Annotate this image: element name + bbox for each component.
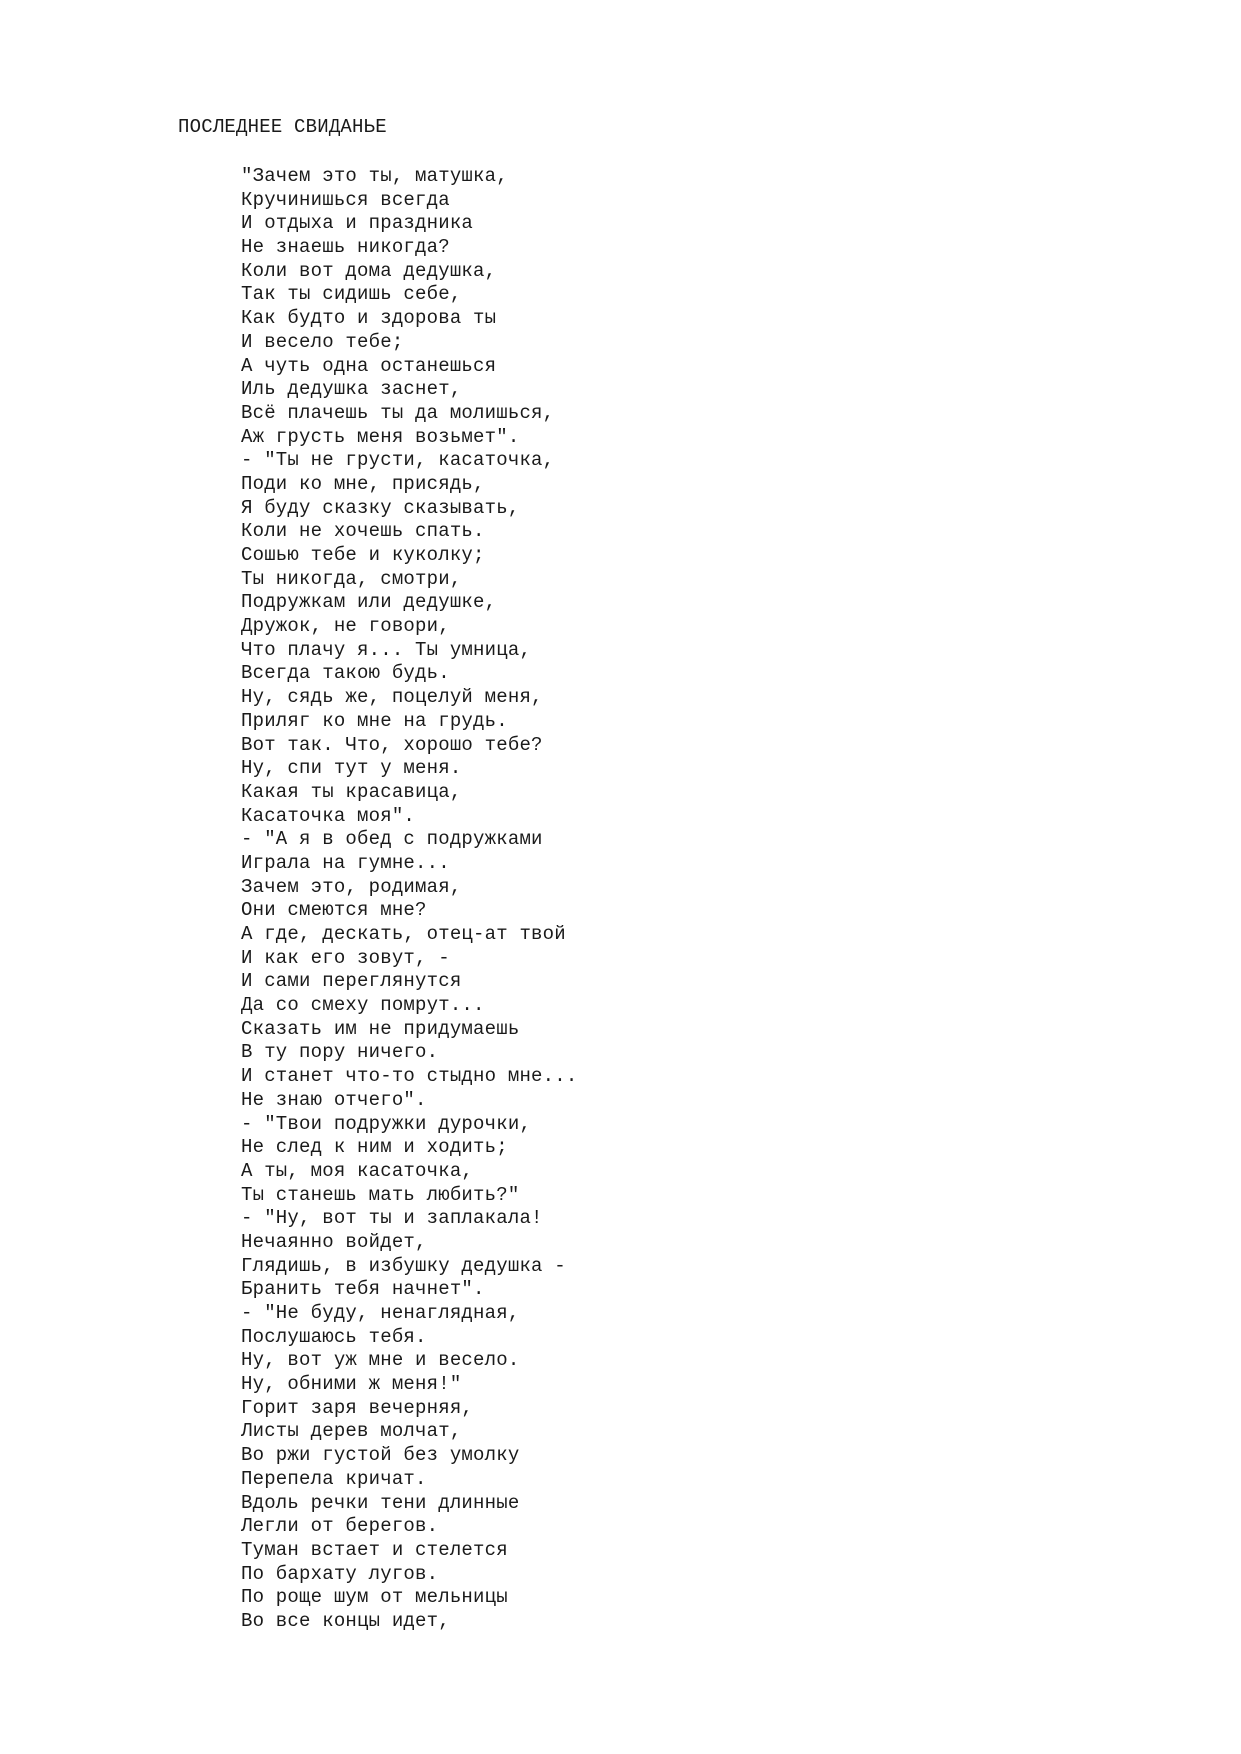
poem-line: Зачем это, родимая, xyxy=(241,875,462,898)
poem-line: Коли вот дома дедушка, xyxy=(241,259,497,282)
poem-line: Глядишь, в избушку дедушка - xyxy=(241,1254,566,1277)
poem-line: Какая ты красавица, xyxy=(241,780,462,803)
poem-line: Подружкам или дедушке, xyxy=(241,591,497,614)
poem-line: Не след к ним и ходить; xyxy=(241,1136,508,1159)
poem-line: Ты никогда, смотри, xyxy=(241,567,462,590)
poem-line: По роще шум от мельницы xyxy=(241,1586,508,1609)
poem-line: Касаточка моя". xyxy=(241,804,416,827)
poem-line: Я буду сказку сказывать, xyxy=(241,496,520,519)
poem-line: Поди ко мне, присядь, xyxy=(241,472,485,495)
poem-line: Всё плачешь ты да молишься, xyxy=(241,401,555,424)
poem-line: Вот так. Что, хорошо тебе? xyxy=(241,733,543,756)
poem-line: Играла на гумне... xyxy=(241,851,450,874)
poem-line: Так ты сидишь себе, xyxy=(241,283,462,306)
poem-line: Да со смеху помрут... xyxy=(241,994,485,1017)
poem-line: Иль дедушка заснет, xyxy=(241,378,462,401)
poem-line: И станет что-то стыдно мне... xyxy=(241,1065,578,1088)
poem-line: Не знаешь никогда? xyxy=(241,236,450,259)
poem-line: - "Ты не грусти, касаточка, xyxy=(241,449,555,472)
poem-line: Во ржи густой без умолку xyxy=(241,1444,520,1467)
poem-line: Кручинишься всегда xyxy=(241,188,450,211)
poem-line: Ну, обними ж меня!" xyxy=(241,1373,462,1396)
poem-line: В ту пору ничего. xyxy=(241,1041,439,1064)
poem-line: - "Не буду, ненаглядная, xyxy=(241,1302,520,1324)
poem-line: И отдыха и праздника xyxy=(241,212,474,235)
poem-line: - "А я в обед с подружками xyxy=(241,828,543,851)
poem-line: Что плачу я... Ты умница, xyxy=(241,638,532,661)
poem-line: Коли не хочешь спать. xyxy=(241,520,485,543)
poem-line: Сказать им не придумаешь xyxy=(241,1017,520,1040)
poem-line: Туман встает и стелется xyxy=(241,1538,508,1561)
poem-line: Приляг ко мне на грудь. xyxy=(241,709,508,732)
poem-line: Они смеются мне? xyxy=(241,899,427,922)
poem-line: Перепела кричат. xyxy=(241,1467,427,1490)
poem-line: Во все концы идет, xyxy=(241,1609,450,1632)
poem-line: А чуть одна останешься xyxy=(241,354,497,377)
poem-line: Ну, вот уж мне и весело. xyxy=(241,1349,520,1372)
poem-line: Нечаянно войдет, xyxy=(241,1230,427,1253)
poem-line: Послушаюсь тебя. xyxy=(241,1325,427,1348)
poem-line: И весело тебе; xyxy=(241,330,404,353)
poem-line: Аж грусть меня возьмет". xyxy=(241,425,520,448)
poem-line: - "Твои подружки дурочки, xyxy=(241,1112,532,1135)
poem-line: - "Ну, вот ты и заплакала! xyxy=(241,1207,543,1230)
poem-line: Дружок, не говори, xyxy=(241,615,450,638)
poem-line: Ну, сядь же, поцелуй меня, xyxy=(241,686,543,709)
poem-line: По бархату лугов. xyxy=(241,1562,439,1585)
poem-line: Как будто и здорова ты xyxy=(241,307,497,330)
poem-line: А ты, моя касаточка, xyxy=(241,1159,474,1182)
poem-line: Вдоль речки тени длинные xyxy=(241,1491,520,1514)
poem-line: "Зачем это ты, матушка, xyxy=(241,165,508,187)
poem-title: ПОСЛЕДНЕЕ СВИДАНЬЕ xyxy=(178,116,387,138)
poem-line: Листы дерев молчат, xyxy=(241,1420,462,1443)
poem-line: Не знаю отчего". xyxy=(241,1088,427,1111)
poem-line: Ну, спи тут у меня. xyxy=(241,757,462,780)
poem-line: Легли от берегов. xyxy=(241,1515,439,1538)
poem-body xyxy=(241,165,577,1634)
poem-line: Сошью тебе и куколку; xyxy=(241,544,485,566)
poem-line: А где, дескать, отец-ат твой xyxy=(241,923,566,945)
poem-line: Всегда такою будь. xyxy=(241,662,450,685)
poem-line: Ты станешь мать любить?" xyxy=(241,1183,520,1206)
poem-line: И сами переглянутся xyxy=(241,970,462,993)
poem-line: Горит заря вечерняя, xyxy=(241,1396,474,1419)
poem-line: И как его зовут, - xyxy=(241,946,450,969)
poem-line: Бранить тебя начнет". xyxy=(241,1278,485,1301)
